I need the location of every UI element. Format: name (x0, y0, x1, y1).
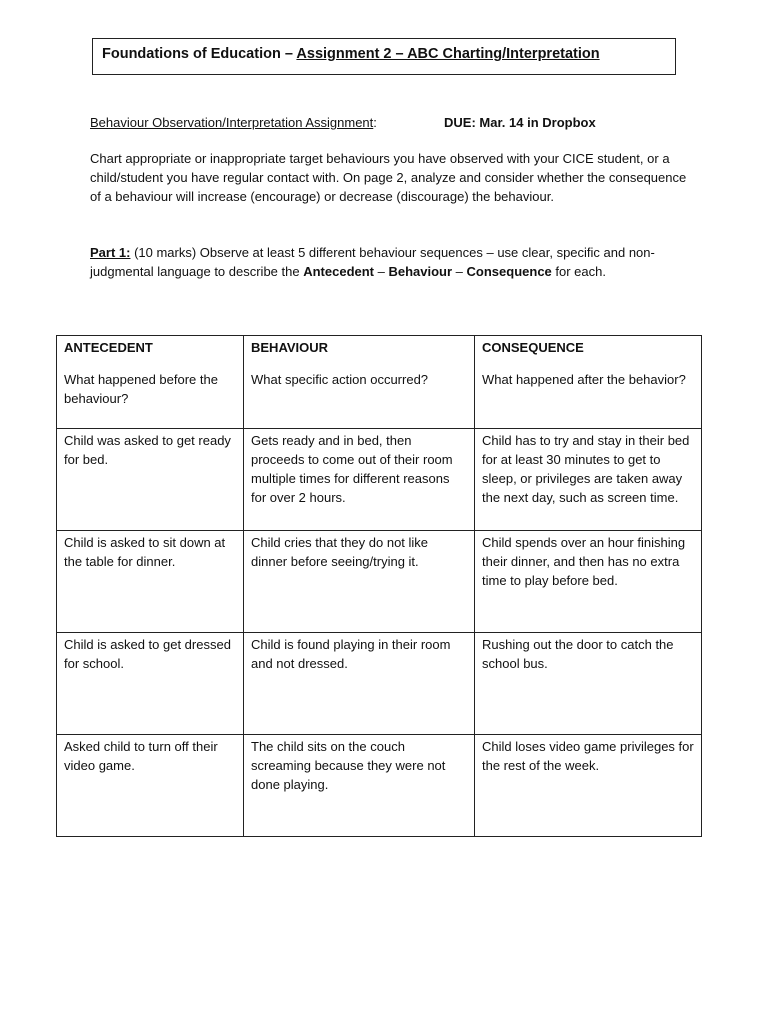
table-cell: Gets ready and in bed, then proceeds to come out of their room multiple times for different reasons for over 2 hours. (244, 429, 475, 531)
table-cell: Child is asked to sit down at the table for dinner. (57, 531, 244, 633)
header-question: What happened before the behaviour? (64, 372, 218, 406)
table-cell: Child loses video game privileges for the rest of the week. (475, 735, 702, 837)
table-row (57, 633, 702, 735)
title-assignment: Assignment 2 – ABC Charting/Interpretation (296, 46, 600, 62)
heading-colon: : (373, 115, 377, 130)
header-cell-consequence (475, 336, 702, 429)
header-cell-antecedent (57, 336, 244, 429)
table-row (57, 735, 702, 837)
assignment-heading (90, 113, 690, 132)
table-header-row (57, 336, 702, 429)
title-prefix: Foundations of Education – (102, 46, 297, 62)
part1-text: (10 marks) Observe at least 5 different behaviour sequences – use clear, specific and non-judgmental language to describe the (90, 245, 655, 279)
part1-behaviour: Behaviour (388, 264, 453, 279)
table-cell: Child has to try and stay in their bed for at least 30 minutes to get to sleep, or privileges are taken away the next day, such as screen time. (475, 429, 702, 531)
table-row (57, 531, 702, 633)
header-title: ANTECEDENT (64, 340, 153, 355)
abc-chart-table (56, 335, 702, 837)
table-cell: Child was asked to get ready for bed. (57, 429, 244, 531)
table-cell: Child spends over an hour finishing their dinner, and then has no extra time to play before bed. (475, 531, 702, 633)
part1-text-end: for each. (551, 264, 606, 279)
part1-paragraph (90, 243, 690, 281)
table-cell: Asked child to turn off their video game. (57, 735, 244, 837)
header-title: BEHAVIOUR (251, 340, 329, 355)
part1-consequence: Consequence (466, 264, 552, 279)
header-question: What specific action occurred? (251, 372, 429, 387)
heading-label: Behaviour Observation/Interpretation Assignment (90, 115, 374, 130)
part1-antecedent: Antecedent (303, 264, 375, 279)
table-row (57, 429, 702, 531)
table-cell: The child sits on the couch screaming because they were not done playing. (244, 735, 475, 837)
header-cell-behaviour (244, 336, 475, 429)
table-cell: Child is found playing in their room and not dressed. (244, 633, 475, 735)
part1-dash: – (374, 264, 389, 279)
header-title: CONSEQUENCE (482, 340, 584, 355)
document-title (92, 38, 676, 75)
table-cell: Rushing out the door to catch the school bus. (475, 633, 702, 735)
table-cell: Child cries that they do not like dinner before seeing/trying it. (244, 531, 475, 633)
header-question: What happened after the behavior? (482, 372, 686, 387)
due-date: DUE: Mar. 14 in Dropbox (444, 115, 596, 130)
part1-dash: – (452, 264, 467, 279)
instructions-paragraph: Chart appropriate or inappropriate target behaviours you have observed with your CICE student, or a child/student you have regular contact with. On page 2, analyze and consider whether the consequence of a behaviour will increase (encourage) or decrease (discourage) the behaviour. (90, 151, 687, 204)
part1-label: Part 1: (90, 245, 131, 260)
table-cell: Child is asked to get dressed for school. (57, 633, 244, 735)
